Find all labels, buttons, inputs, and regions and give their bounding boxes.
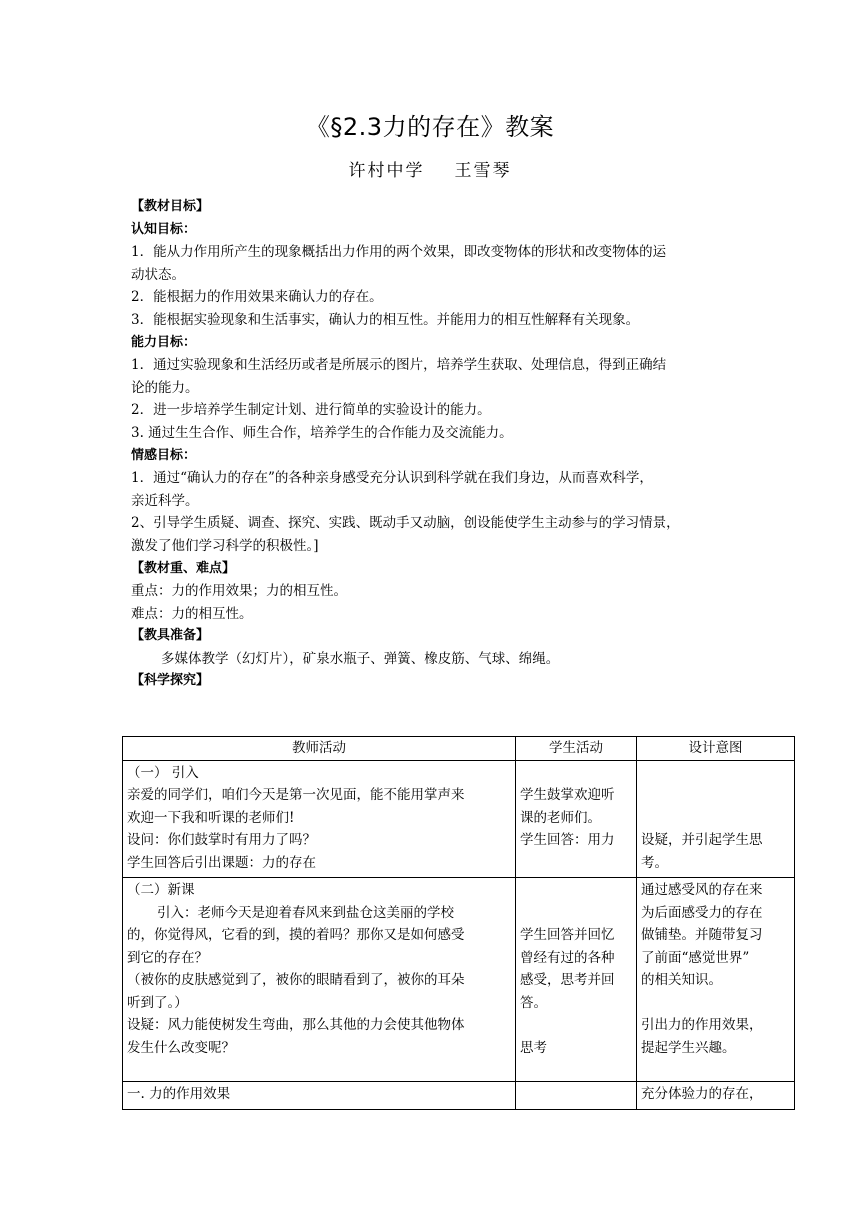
cell-line: 做铺垫。并随带复习 [641,927,763,943]
row3-teacher-cell [123,1082,516,1110]
cell-line: 学生鼓掌欢迎听 [520,787,615,803]
lesson-content [131,196,751,693]
ability-item-2: 2．进一步培养学生制定计划、进行简单的实验设计的能力。 [131,402,491,419]
table-row [123,878,795,1082]
cell-line: 考。 [641,854,668,871]
cell-line: 为后面感受力的存在 [641,904,763,921]
cell-line: 的，你觉得风，它看的到，摸的着吗？那你又是如何感受 [127,927,465,943]
row1-teacher-cell [123,760,516,878]
cognitive-item-3: 3．能根据实验现象和生活事实，确认力的相互性。并能用力的相互性解释有关现象。 [131,311,640,328]
cell-line: 设问：你们鼓掌时有用力了吗？ [127,832,316,848]
cell-line: 充分体验力的存在， [641,1086,763,1102]
inquiry-heading: 【科学探究】 [131,673,210,689]
cell-line: 的相关知识。 [641,972,722,988]
emotion-heading: 情感目标： [131,447,197,463]
cell-line: 到它的存在？ [127,949,208,966]
difficulty-text: 难点：力的相互性。 [131,605,253,622]
objectives-heading: 【教材目标】 [131,199,210,214]
cell-line: （二）新课 [127,882,195,898]
cell-line: 思考 [520,1039,547,1056]
row3-intent-cell [637,1082,795,1110]
header-intent: 设计意图 [637,737,795,761]
ability-item-3: 3. 通过生生合作、师生合作，培养学生的合作能力及交流能力。 [131,424,513,441]
emotion-item-2a: 2、引导学生质疑、调查、探究、实践、既动手又动脑，创设能使学生主动参与的学习情景， [131,515,680,532]
cell-line: 亲爱的同学们，咱们今天是第一次见面，能不能用掌声来 [127,787,465,803]
materials-text: 多媒体教学（幻灯片），矿泉水瓶子、弹簧、橡皮筋、气球、绵绳。 [161,650,560,667]
row2-student-cell [516,878,637,1082]
cell-line: 设疑：风力能使树发生弯曲，那么其他的力会使其他物体 [127,1017,465,1033]
cell-line: 曾经有过的各种 [520,949,615,966]
row2-intent-cell [637,878,795,1082]
cognitive-item-1a: 1．能从力作用所产生的现象概括出力作用的两个效果，即改变物体的形状和改变物体的运 [131,244,667,261]
keypoint-text: 重点：力的作用效果；力的相互性。 [131,583,347,600]
row2-teacher-cell [123,878,516,1082]
document-title: 《§2.3力的存在》教案 [305,113,555,141]
cell-line: 感受，思考并回 [520,972,615,988]
author-name: 王雪琴 [454,161,512,181]
table-row [123,760,795,878]
cell-line: 提起学生兴趣。 [641,1039,736,1056]
emotion-item-2b: 激发了他们学习科学的积极性。] [131,537,319,554]
ability-item-1b: 论的能力。 [131,379,199,396]
author-line [0,158,860,184]
cell-line: 学生回答并回忆 [520,927,615,943]
cognitive-item-2: 2．能根据力的作用效果来确认力的存在。 [131,289,383,306]
cell-line: 欢迎一下我和听课的老师们! [127,809,295,826]
cognitive-item-1b: 动状态。 [131,266,185,283]
row1-intent-cell [637,760,795,878]
lesson-plan-table [122,736,795,1110]
cell-line: （一） 引入 [127,764,199,781]
cell-line: 一. 力的作用效果 [127,1086,231,1102]
cell-line: 引入：老师今天是迎着春风来到盐仓这美丽的学校 [157,904,454,921]
emotion-item-1a: 1．通过“确认力的存在”的各种亲身感受充分认识到科学就在我们身边，从而喜欢科学， [131,470,653,487]
cell-line: 学生回答后引出课题：力的存在 [127,854,316,871]
ability-heading: 能力目标： [131,334,197,350]
cell-line: 听到了。） [127,994,188,1011]
cell-line: 引出力的作用效果， [641,1017,763,1033]
cell-line: 课的老师们。 [520,809,601,826]
cell-line: 答。 [520,994,547,1011]
table-header-row [123,737,795,761]
keypoints-heading: 【教材重、难点】 [131,560,236,576]
cell-line: 了前面“感觉世界” [641,949,750,966]
emotion-item-1b: 亲近科学。 [131,492,199,509]
cell-line: 通过感受风的存在来 [641,882,763,898]
cell-line: 设疑，并引起学生思 [641,832,763,848]
cognitive-heading: 认知目标： [131,221,197,237]
materials-heading: 【教具准备】 [131,628,210,644]
author-school: 许村中学 [348,161,425,181]
cell-line: 发生什么改变呢？ [127,1039,235,1056]
row3-student-cell [516,1082,637,1110]
cell-line: （被你的皮肤感觉到了，被你的眼睛看到了，被你的耳朵 [127,972,465,988]
row1-student-cell [516,760,637,878]
table-row [123,1082,795,1110]
ability-item-1a: 1．通过实验现象和生活经历或者是所展示的图片，培养学生获取、处理信息，得到正确结 [131,357,667,374]
header-teacher: 教师活动 [123,737,516,761]
header-student: 学生活动 [516,737,637,761]
cell-line: 学生回答：用力 [520,832,615,848]
